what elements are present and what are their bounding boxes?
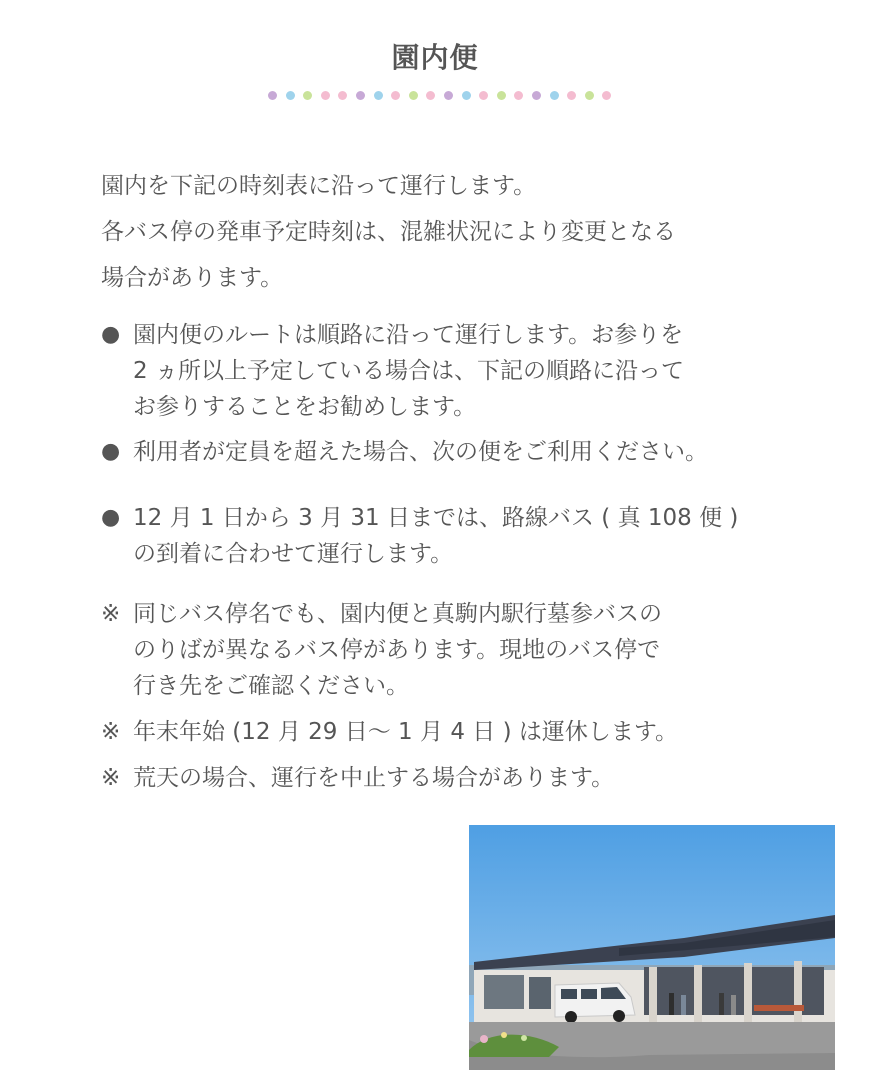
divider-dot bbox=[268, 91, 277, 100]
intro-text bbox=[101, 163, 676, 301]
divider-dot bbox=[567, 91, 576, 100]
note-mark: ※ bbox=[101, 719, 121, 745]
divider-dot bbox=[356, 91, 365, 100]
note-weather bbox=[101, 760, 614, 796]
note-mark: ※ bbox=[101, 601, 121, 627]
note-line: 行き先をご確認ください。 bbox=[133, 673, 409, 699]
note-line: のりばが異なるバス停があります。現地のバス停で bbox=[133, 637, 661, 663]
bullet-icon: ● bbox=[101, 505, 121, 530]
divider-dot bbox=[321, 91, 330, 100]
bullet-line: 利用者が定員を超えた場合、次の便をご利用ください。 bbox=[133, 439, 708, 465]
divider-dot bbox=[479, 91, 488, 100]
divider-dot bbox=[462, 91, 471, 100]
divider-dot bbox=[497, 91, 506, 100]
page-title: 園内便 bbox=[391, 41, 479, 74]
divider-dot bbox=[550, 91, 559, 100]
divider-dot bbox=[444, 91, 453, 100]
divider-dot bbox=[286, 91, 295, 100]
divider-dot bbox=[602, 91, 611, 100]
bullet-line: 12 月 1 日から 3 月 31 日までは、路線バス ( 真 108 便 ) bbox=[133, 505, 739, 531]
note-bus-stop bbox=[101, 596, 662, 704]
dot-divider bbox=[268, 91, 611, 100]
bus-station-photo bbox=[469, 825, 835, 1070]
bullet-line: 園内便のルートは順路に沿って運行します。お参りを bbox=[133, 322, 684, 348]
divider-dot bbox=[374, 91, 383, 100]
note-holidays bbox=[101, 714, 678, 750]
divider-dot bbox=[303, 91, 312, 100]
bullet-capacity bbox=[101, 434, 708, 470]
bullet-line: の到着に合わせて運行します。 bbox=[133, 541, 454, 567]
bullet-route bbox=[101, 317, 684, 425]
divider-dot bbox=[532, 91, 541, 100]
divider-dot bbox=[426, 91, 435, 100]
divider-dot bbox=[409, 91, 418, 100]
intro-line: 各バス停の発車予定時刻は、混雑状況により変更となる bbox=[101, 219, 676, 245]
intro-line: 園内を下記の時刻表に沿って運行します。 bbox=[101, 173, 537, 199]
divider-dot bbox=[338, 91, 347, 100]
divider-dot bbox=[514, 91, 523, 100]
divider-dot bbox=[585, 91, 594, 100]
note-mark: ※ bbox=[101, 765, 121, 791]
bullet-line: 2 ヵ所以上予定している場合は、下記の順路に沿って bbox=[133, 358, 684, 384]
note-line: 年末年始 (12 月 29 日〜 1 月 4 日 ) は運休します。 bbox=[133, 719, 679, 745]
note-line: 同じバス停名でも、園内便と真駒内駅行墓参バスの bbox=[133, 601, 662, 627]
bullet-icon: ● bbox=[101, 439, 121, 464]
note-line: 荒天の場合、運行を中止する場合があります。 bbox=[133, 765, 615, 791]
bullet-line: お参りすることをお勧めします。 bbox=[133, 394, 477, 420]
divider-dot bbox=[391, 91, 400, 100]
bullet-icon: ● bbox=[101, 322, 121, 347]
intro-line: 場合があります。 bbox=[101, 265, 284, 291]
bullet-winter bbox=[101, 500, 738, 572]
